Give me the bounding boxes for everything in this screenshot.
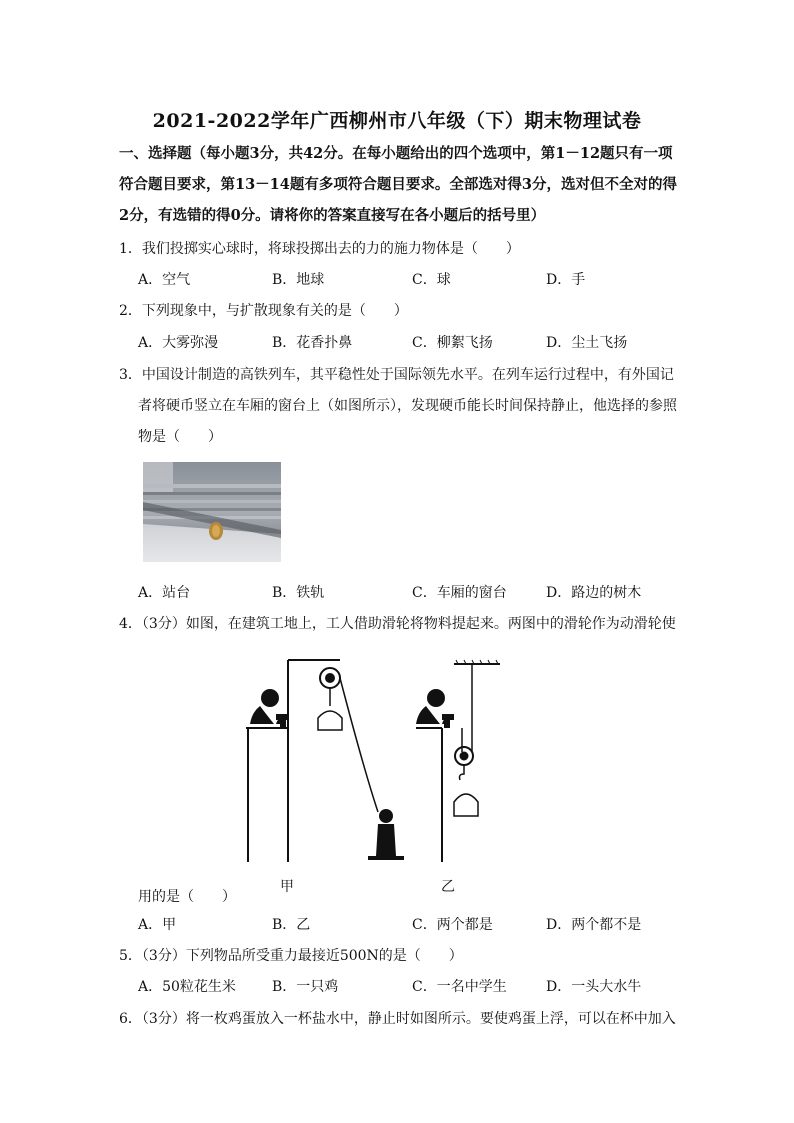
worker-ground-icon xyxy=(368,809,404,860)
q4-option-a: A．甲 xyxy=(138,917,177,933)
question-3-line-1: 3．中国设计制造的高铁列车，其平稳性处于国际领先水平。在列车运行过程中，有外国记 xyxy=(119,367,674,383)
question-5-text: 5．（3分）下列物品所受重力最接近500N的是（ ） xyxy=(119,948,463,964)
q5-option-d: D．一头大水牛 xyxy=(546,979,642,995)
question-3-line-2: 者将硬币竖立在车厢的窗台上（如图所示），发现硬币能长时间保持静止，他选择的参照 xyxy=(138,398,677,414)
question-4-line-1: 4．（3分）如图，在建筑工地上，工人借助滑轮将物料提起来。两图中的滑轮作为动滑轮使 xyxy=(119,616,676,632)
q1-option-b: B．地球 xyxy=(272,272,325,288)
question-3-line-3: 物是（ ） xyxy=(138,429,222,445)
q5-option-a: A．50粒花生米 xyxy=(138,979,236,995)
q3-option-d: D．路边的树木 xyxy=(546,585,642,601)
q5-option-b: B．一只鸡 xyxy=(272,979,339,995)
figure-label-jia: 甲 xyxy=(280,879,294,895)
q3-option-c: C．车厢的窗台 xyxy=(412,585,507,601)
q3-option-a: A．站台 xyxy=(138,585,191,601)
section-heading: 一、选择题（每小题3分，共42分。在每小题给出的四个选项中，第1－12题只有一项符合题目要求，第13－14题有多项符合题目要求。全部选对得3分，选对但不全对的得2分，有选错的得0分。请将你的答案直接写在各小题后的括号里） xyxy=(119,145,677,224)
question-1-text: 1．我们投掷实心球时，将球投掷出去的力的施力物体是（ ） xyxy=(119,241,520,257)
q4-option-b: B．乙 xyxy=(272,917,311,933)
question-4-line-2: 用的是（ ） xyxy=(138,889,236,905)
q1-option-c: C．球 xyxy=(412,272,451,288)
q2-option-a: A．大雾弥漫 xyxy=(138,335,219,351)
figure-label-yi: 乙 xyxy=(441,879,455,895)
q2-option-b: B．花香扑鼻 xyxy=(272,335,353,351)
q4-option-c: C．两个都是 xyxy=(412,917,493,933)
coin-on-window-photo xyxy=(143,462,281,562)
pulley-figure xyxy=(236,650,516,884)
q2-option-d: D．尘土飞扬 xyxy=(546,335,628,351)
page-title: 2021-2022学年广西柳州市八年级（下）期末物理试卷 xyxy=(152,110,642,132)
question-2-text: 2．下列现象中，与扩散现象有关的是（ ） xyxy=(119,303,408,319)
q2-option-c: C．柳絮飞扬 xyxy=(412,335,493,351)
q3-option-b: B．铁轨 xyxy=(272,585,325,601)
q1-option-d: D．手 xyxy=(546,272,586,288)
pulley-b-diagram xyxy=(416,660,500,862)
q1-option-a: A．空气 xyxy=(138,272,191,288)
worker-b-icon xyxy=(416,689,454,728)
question-6-text: 6．（3分）将一枚鸡蛋放入一杯盐水中，静止时如图所示。要使鸡蛋上浮，可以在杯中加入 xyxy=(119,1011,676,1027)
q5-option-c: C．一名中学生 xyxy=(412,979,507,995)
q4-option-d: D．两个都不是 xyxy=(546,917,642,933)
worker-a-icon xyxy=(250,689,288,728)
